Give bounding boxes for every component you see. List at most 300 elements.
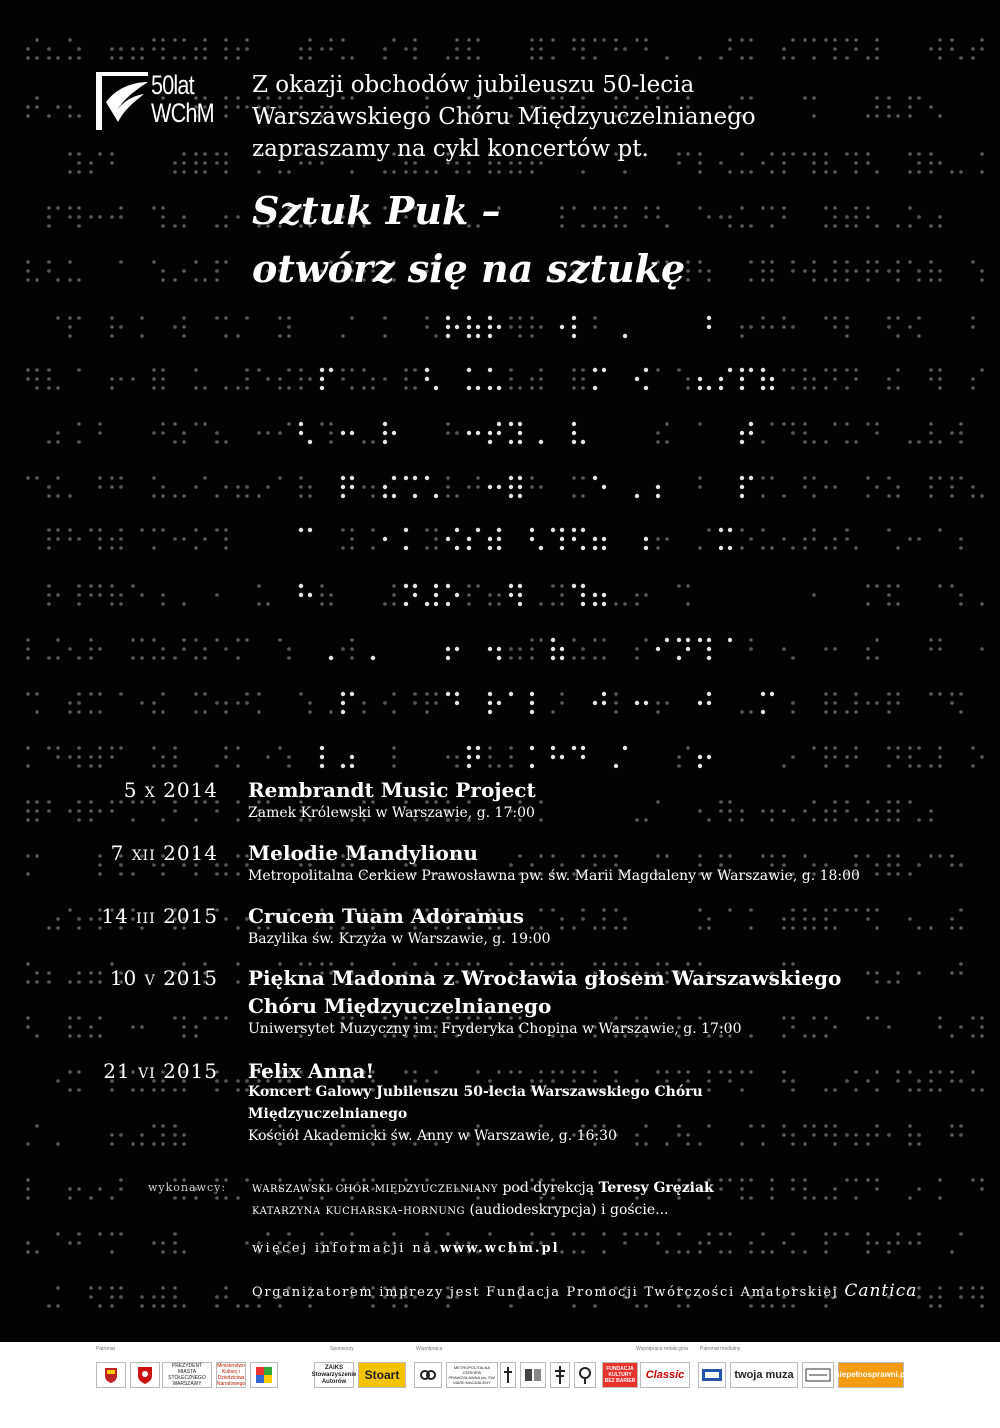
braille-dot <box>728 47 732 51</box>
braille-dot <box>530 692 534 696</box>
braille-dot <box>56 1304 60 1308</box>
braille-dot <box>791 917 795 921</box>
braille-dot <box>761 368 765 372</box>
braille-dot <box>644 1124 648 1128</box>
braille-dot <box>539 485 543 489</box>
braille-dot <box>908 872 912 876</box>
braille-dot <box>812 96 816 100</box>
braille-dot <box>413 170 417 174</box>
braille-dot <box>812 161 816 165</box>
braille-dot <box>854 1088 858 1092</box>
braille-dot <box>770 1196 774 1200</box>
braille-dot <box>119 206 123 210</box>
braille-dot <box>581 56 585 60</box>
braille-dot <box>980 1016 984 1020</box>
braille-dot <box>530 377 534 381</box>
braille-dot <box>728 224 732 228</box>
braille-dot <box>770 809 774 813</box>
braille-dot <box>119 593 123 597</box>
braille-dot <box>161 593 165 597</box>
braille-dot <box>593 602 597 606</box>
performers <box>252 1177 714 1221</box>
braille-dot <box>236 1196 240 1200</box>
braille-dot <box>980 368 984 372</box>
braille-dot <box>77 602 81 606</box>
braille-dot <box>803 38 807 42</box>
braille-dot <box>287 656 291 660</box>
braille-dot <box>413 1070 417 1074</box>
braille-dot <box>26 260 30 264</box>
braille-dot <box>593 325 597 329</box>
braille-dot <box>425 368 429 372</box>
braille-dot <box>866 152 870 156</box>
braille-dot <box>887 1133 891 1137</box>
braille-dot <box>194 47 198 51</box>
braille-dot <box>140 1025 144 1029</box>
braille-dot <box>425 701 429 705</box>
braille-dot <box>434 692 438 696</box>
braille-dot <box>833 746 837 750</box>
braille-dot <box>56 926 60 930</box>
braille-dot <box>791 1016 795 1020</box>
sponsor-logo <box>574 1362 596 1388</box>
braille-dot <box>173 325 177 329</box>
braille-dot <box>161 278 165 282</box>
braille-dot <box>707 692 711 696</box>
braille-dot <box>656 440 660 444</box>
braille-dot <box>728 818 732 822</box>
braille-dot <box>425 528 429 532</box>
braille-dot <box>539 818 543 822</box>
emblem-icon <box>577 1365 593 1385</box>
braille-dot <box>740 1178 744 1182</box>
more-info-text: więcej informacji na <box>252 1241 434 1256</box>
braille-dot <box>152 38 156 42</box>
braille-dot <box>644 1142 648 1146</box>
braille-dot <box>572 334 576 338</box>
braille-dot <box>833 818 837 822</box>
braille-dot <box>350 537 354 541</box>
braille-dot <box>677 764 681 768</box>
braille-dot <box>152 638 156 642</box>
braille-dot <box>761 809 765 813</box>
braille-dot <box>761 1142 765 1146</box>
braille-dot <box>413 584 417 588</box>
braille-dot <box>299 377 303 381</box>
event-name: Felix Anna! <box>248 1059 375 1083</box>
braille-dot <box>665 701 669 705</box>
braille-dot <box>299 476 303 480</box>
braille-dot <box>98 1016 102 1020</box>
braille-dot <box>47 537 51 541</box>
braille-dot <box>530 476 534 480</box>
braille-dot <box>866 1016 870 1020</box>
braille-dot <box>182 1088 186 1092</box>
braille-dot <box>845 368 849 372</box>
braille-dot <box>119 485 123 489</box>
braille-dot <box>287 334 291 338</box>
braille-dot <box>446 422 450 426</box>
braille-dot <box>854 710 858 714</box>
braille-dot <box>896 224 900 228</box>
braille-dot <box>656 431 660 435</box>
event-name: Piękna Madonna z Wrocławia głosem Warszawskiego <box>248 966 842 990</box>
braille-dot <box>476 476 480 480</box>
braille-dot <box>392 764 396 768</box>
braille-dot <box>740 38 744 42</box>
braille-dot <box>875 818 879 822</box>
braille-dot <box>854 818 858 822</box>
braille-dot <box>728 528 732 532</box>
braille-dot <box>833 1187 837 1191</box>
braille-dot <box>89 809 93 813</box>
braille-dot <box>917 161 921 165</box>
braille-dot <box>152 377 156 381</box>
braille-dot <box>488 440 492 444</box>
braille-dot <box>182 1304 186 1308</box>
braille-dot <box>182 1250 186 1254</box>
braille-dot <box>614 710 618 714</box>
anniversary-logo <box>96 72 224 130</box>
braille-dot <box>467 47 471 51</box>
braille-dot <box>770 1250 774 1254</box>
braille-dot <box>971 1034 975 1038</box>
braille-dot <box>341 485 345 489</box>
braille-dot <box>539 377 543 381</box>
braille-dot <box>56 206 60 210</box>
braille-dot <box>803 1178 807 1182</box>
braille-dot <box>161 422 165 426</box>
braille-dot <box>161 377 165 381</box>
braille-dot <box>110 746 114 750</box>
braille-dot <box>266 602 270 606</box>
braille-dot <box>833 800 837 804</box>
braille-dot <box>236 764 240 768</box>
braille-dot <box>959 431 963 435</box>
braille-dot <box>803 854 807 858</box>
braille-dot <box>35 1250 39 1254</box>
braille-dot <box>161 386 165 390</box>
braille-dot <box>908 260 912 264</box>
braille-dot <box>467 746 471 750</box>
braille-dot <box>971 47 975 51</box>
braille-dot <box>539 546 543 550</box>
braille-dot <box>929 431 933 435</box>
braille-dot <box>68 278 72 282</box>
braille-dot <box>938 377 942 381</box>
braille-dot <box>383 485 387 489</box>
braille-dot <box>161 1250 165 1254</box>
braille-dot <box>488 692 492 696</box>
braille-dot <box>446 537 450 541</box>
braille-dot <box>938 278 942 282</box>
braille-dot <box>77 1241 81 1245</box>
braille-dot <box>488 537 492 541</box>
braille-dot <box>929 692 933 696</box>
braille-dot <box>959 56 963 60</box>
braille-dot <box>740 546 744 550</box>
braille-dot <box>875 422 879 426</box>
braille-dot <box>551 908 555 912</box>
braille-dot <box>497 656 501 660</box>
braille-dot <box>287 755 291 759</box>
braille-dot <box>866 1232 870 1236</box>
braille-dot <box>518 422 522 426</box>
braille-dot <box>875 1133 879 1137</box>
braille-dot <box>26 746 30 750</box>
braille-dot <box>299 368 303 372</box>
braille-dot <box>68 152 72 156</box>
braille-dot <box>812 800 816 804</box>
braille-dot <box>224 260 228 264</box>
braille-dot <box>719 800 723 804</box>
braille-dot <box>119 325 123 329</box>
braille-dot <box>677 1232 681 1236</box>
braille-dot <box>35 278 39 282</box>
braille-dot <box>980 269 984 273</box>
braille-dot <box>26 1250 30 1254</box>
braille-dot <box>560 593 564 597</box>
braille-dot <box>47 593 51 597</box>
braille-dot <box>728 800 732 804</box>
braille-dot <box>761 1250 765 1254</box>
braille-dot <box>488 746 492 750</box>
braille-dot <box>623 746 627 750</box>
braille-dot <box>509 584 513 588</box>
braille-dot <box>833 647 837 651</box>
braille-dot <box>698 260 702 264</box>
braille-dot <box>938 1178 942 1182</box>
braille-dot <box>476 334 480 338</box>
braille-dot <box>980 602 984 606</box>
braille-dot <box>26 47 30 51</box>
event-name: Rembrandt Music Project <box>248 778 536 802</box>
braille-dot <box>215 1304 219 1308</box>
braille-dot <box>236 1079 240 1083</box>
braille-dot <box>98 476 102 480</box>
braille-dot <box>161 1142 165 1146</box>
conductor-name: Teresy Gręziak <box>598 1180 714 1196</box>
braille-dot <box>77 800 81 804</box>
braille-dot <box>782 854 786 858</box>
braille-dot <box>488 386 492 390</box>
braille-dot <box>950 1133 954 1137</box>
braille-dot <box>791 1250 795 1254</box>
website-link[interactable]: www.wchm.pl <box>439 1241 560 1256</box>
braille-dot <box>530 746 534 750</box>
braille-dot <box>812 170 816 174</box>
braille-dot <box>350 386 354 390</box>
braille-dot <box>572 377 576 381</box>
braille-dot <box>110 485 114 489</box>
braille-dot <box>173 224 177 228</box>
braille-dot <box>35 854 39 858</box>
braille-dot <box>656 494 660 498</box>
braille-dot <box>173 161 177 165</box>
braille-dot <box>173 1250 177 1254</box>
braille-dot <box>782 56 786 60</box>
braille-dot <box>77 593 81 597</box>
braille-dot <box>257 710 261 714</box>
braille-dot <box>614 38 618 42</box>
braille-dot <box>791 908 795 912</box>
braille-dot <box>392 593 396 597</box>
braille-dot <box>938 1025 942 1029</box>
braille-dot <box>791 1187 795 1191</box>
braille-dot <box>110 152 114 156</box>
braille-dot <box>77 537 81 541</box>
braille-dot <box>203 161 207 165</box>
braille-dot <box>791 269 795 273</box>
braille-dot <box>446 325 450 329</box>
braille-dot <box>371 656 375 660</box>
braille-dot <box>581 170 585 174</box>
braille-dot <box>383 316 387 320</box>
braille-dot <box>89 638 93 642</box>
braille-dot <box>686 377 690 381</box>
braille-dot <box>215 161 219 165</box>
braille-dot <box>791 710 795 714</box>
braille-dot <box>677 1133 681 1137</box>
braille-dot <box>875 1124 879 1128</box>
braille-dot <box>551 755 555 759</box>
braille-dot <box>68 701 72 705</box>
braille-dot <box>707 917 711 921</box>
braille-dot <box>971 485 975 489</box>
braille-dot <box>35 692 39 696</box>
describer-suffix: (audiodeskrypcja) i goście... <box>469 1202 669 1218</box>
braille-dot <box>719 809 723 813</box>
braille-dot <box>770 325 774 329</box>
braille-dot <box>509 755 513 759</box>
braille-dot <box>770 377 774 381</box>
braille-dot <box>656 546 660 550</box>
braille-dot <box>341 764 345 768</box>
braille-dot <box>425 316 429 320</box>
braille-dot <box>434 537 438 541</box>
braille-dot <box>803 269 807 273</box>
braille-dot <box>833 170 837 174</box>
braille-dot <box>572 386 576 390</box>
braille-dot <box>161 1088 165 1092</box>
braille-dot <box>896 971 900 975</box>
braille-dot <box>833 377 837 381</box>
braille-dot <box>329 431 333 435</box>
braille-dot <box>917 1286 921 1290</box>
braille-dot <box>173 1124 177 1128</box>
braille-dot <box>908 325 912 329</box>
braille-dot <box>203 47 207 51</box>
braille-dot <box>581 476 585 480</box>
braille-dot <box>560 602 564 606</box>
braille-dot <box>383 431 387 435</box>
braille-dot <box>425 377 429 381</box>
braille-dot <box>89 170 93 174</box>
braille-dot <box>593 1070 597 1074</box>
braille-dot <box>362 440 366 444</box>
braille-dot <box>425 1232 429 1236</box>
braille-dot <box>854 161 858 165</box>
braille-dot <box>467 170 471 174</box>
braille-dot <box>350 546 354 550</box>
braille-dot <box>551 647 555 651</box>
braille-dot <box>686 638 690 642</box>
braille-dot <box>56 386 60 390</box>
braille-dot <box>824 692 828 696</box>
braille-dot <box>791 656 795 660</box>
braille-dot <box>518 656 522 660</box>
braille-dot <box>782 152 786 156</box>
braille-dot <box>980 1304 984 1308</box>
braille-dot <box>749 38 753 42</box>
braille-dot <box>236 872 240 876</box>
braille-dot <box>47 546 51 550</box>
braille-dot <box>761 269 765 273</box>
braille-dot <box>140 638 144 642</box>
braille-dot <box>950 584 954 588</box>
braille-dot <box>740 56 744 60</box>
braille-dot <box>866 647 870 651</box>
braille-dot <box>791 1232 795 1236</box>
braille-dot <box>866 1079 870 1083</box>
braille-dot <box>497 528 501 532</box>
cantica-logo: Cantica <box>844 1281 918 1301</box>
braille-dot <box>203 710 207 714</box>
braille-dot <box>152 528 156 532</box>
braille-dot <box>446 56 450 60</box>
braille-dot <box>812 1196 816 1200</box>
braille-dot <box>98 584 102 588</box>
braille-dot <box>110 1142 114 1146</box>
braille-dot <box>392 746 396 750</box>
braille-dot <box>770 1178 774 1182</box>
braille-dot <box>572 1232 576 1236</box>
braille-dot <box>98 152 102 156</box>
braille-dot <box>308 710 312 714</box>
braille-dot <box>698 546 702 550</box>
braille-dot <box>581 528 585 532</box>
braille-dot <box>56 528 60 532</box>
braille-dot <box>131 1142 135 1146</box>
braille-dot <box>749 224 753 228</box>
braille-dot <box>602 854 606 858</box>
braille-dot <box>593 386 597 390</box>
braille-dot <box>203 647 207 651</box>
braille-dot <box>845 422 849 426</box>
braille-dot <box>182 1196 186 1200</box>
braille-dot <box>476 1070 480 1074</box>
braille-dot <box>959 602 963 606</box>
braille-dot <box>110 602 114 606</box>
braille-dot <box>194 161 198 165</box>
braille-dot <box>551 528 555 532</box>
braille-dot <box>719 1187 723 1191</box>
braille-dot <box>698 755 702 759</box>
braille-dot <box>812 494 816 498</box>
braille-dot <box>908 1133 912 1137</box>
braille-dot <box>152 1142 156 1146</box>
braille-dot <box>131 656 135 660</box>
braille-dot <box>551 854 555 858</box>
braille-dot <box>152 1295 156 1299</box>
braille-dot <box>131 872 135 876</box>
braille-dot <box>749 422 753 426</box>
braille-dot <box>224 872 228 876</box>
braille-dot <box>782 764 786 768</box>
braille-dot <box>761 692 765 696</box>
braille-dot <box>791 1079 795 1083</box>
braille-dot <box>791 1088 795 1092</box>
